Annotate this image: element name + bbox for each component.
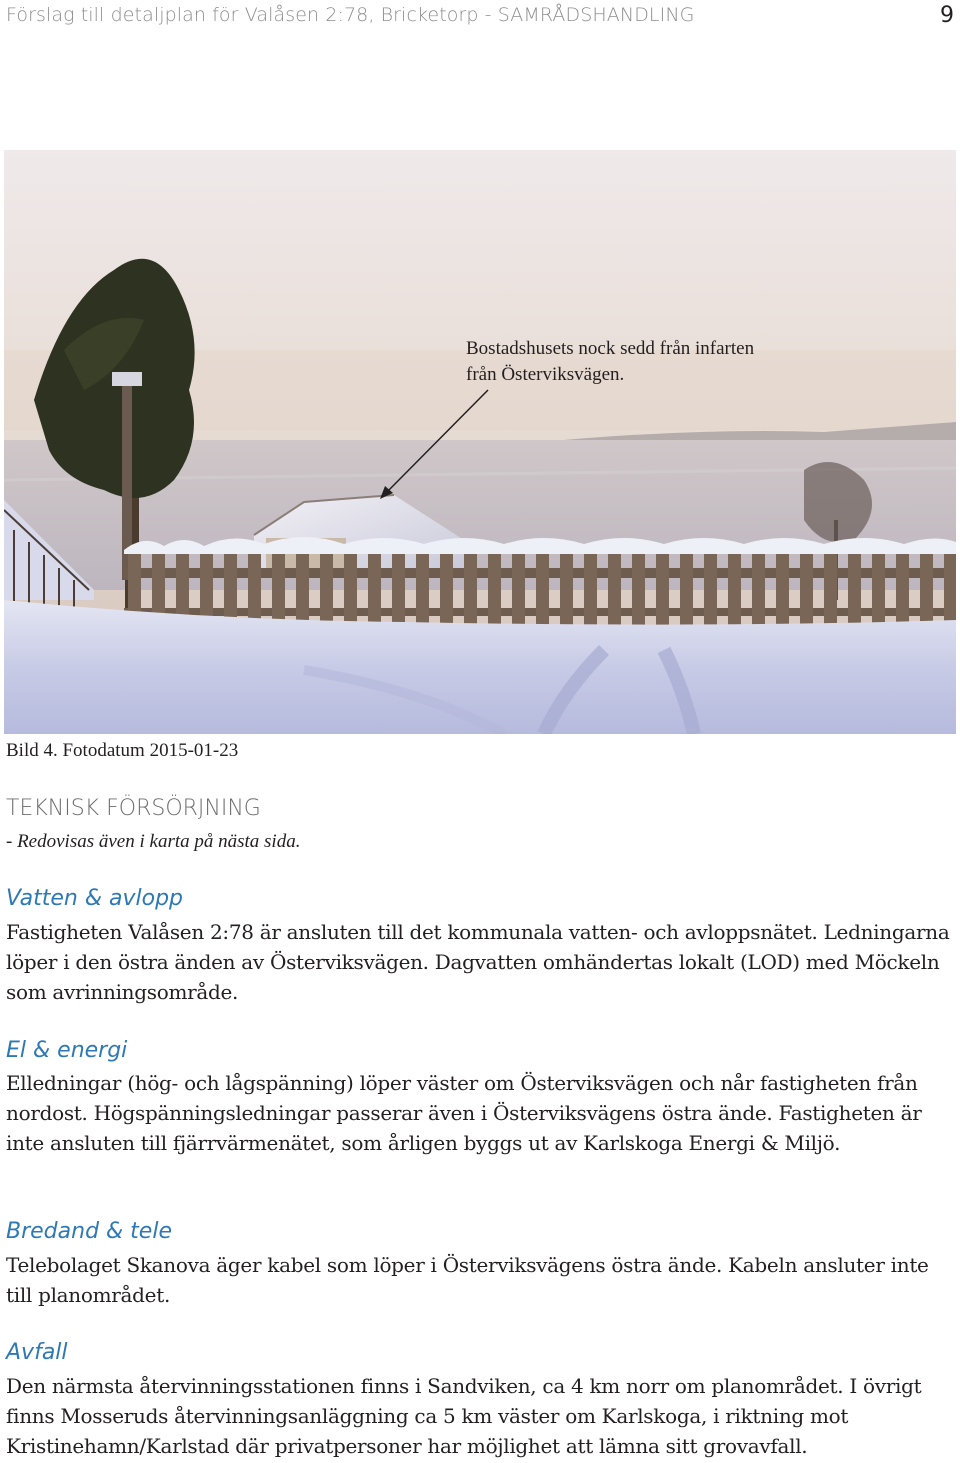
subsection-heading-avfall: Avfall bbox=[6, 1340, 68, 1365]
section-note: - Redovisas även i karta på nästa sida. bbox=[6, 831, 301, 852]
subsection-heading-vatten: Vatten & avlopp bbox=[6, 886, 183, 911]
subsection-text-avfall: Den närmsta återvinningsstationen finns i Sandviken, ca 4 km norr om planområdet. I övrigt finns Mosseruds återvinningsanläggning ca 5 km väster om Karlskoga, i riktning mot Kristinehamn/Karlstad där privatpersoner har möjlighet att lämna sitt grovavfall. bbox=[6, 1374, 922, 1458]
page-number: 9 bbox=[940, 3, 954, 28]
section-heading: TEKNISK FÖRSÖRJNING bbox=[6, 796, 261, 821]
subsection-text-el: Elledningar (hög- och lågspänning) löper väster om Österviksvägen och når fastigheten från nordost. Högspänningsledningar passerar även i Österviksvägens östra ände. Fastigheten är inte ansluten till fjärrvärmenätet, som årligen byggs ut av Karlskoga Energi & Miljö. bbox=[6, 1071, 922, 1155]
photo-caption: Bild 4. Fotodatum 2015-01-23 bbox=[6, 740, 239, 761]
subsection-heading-bredband: Bredand & tele bbox=[6, 1219, 172, 1244]
subsection-heading-el: El & energi bbox=[6, 1038, 128, 1063]
subsection-text-bredband: Telebolaget Skanova äger kabel som löper i Österviksvägens östra ände. Kabeln ansluter inte till planområdet. bbox=[6, 1253, 929, 1307]
photo-annotation: Bostadshusets nock sedd från infarten från Österviksvägen. bbox=[466, 338, 755, 385]
winter-lake-photo bbox=[4, 150, 956, 734]
document-header-title: Förslag till detaljplan för Valåsen 2:78, Bricketorp - SAMRÅDSHANDLING bbox=[6, 4, 695, 26]
subsection-text-vatten: Fastigheten Valåsen 2:78 är ansluten till det kommunala vatten- och avloppsnätet. Ledningarna löper i den östra änden av Österviksvägen. Dagvatten omhändertas lokalt (LOD) med Möckeln som avrinningsområde. bbox=[6, 920, 950, 1004]
